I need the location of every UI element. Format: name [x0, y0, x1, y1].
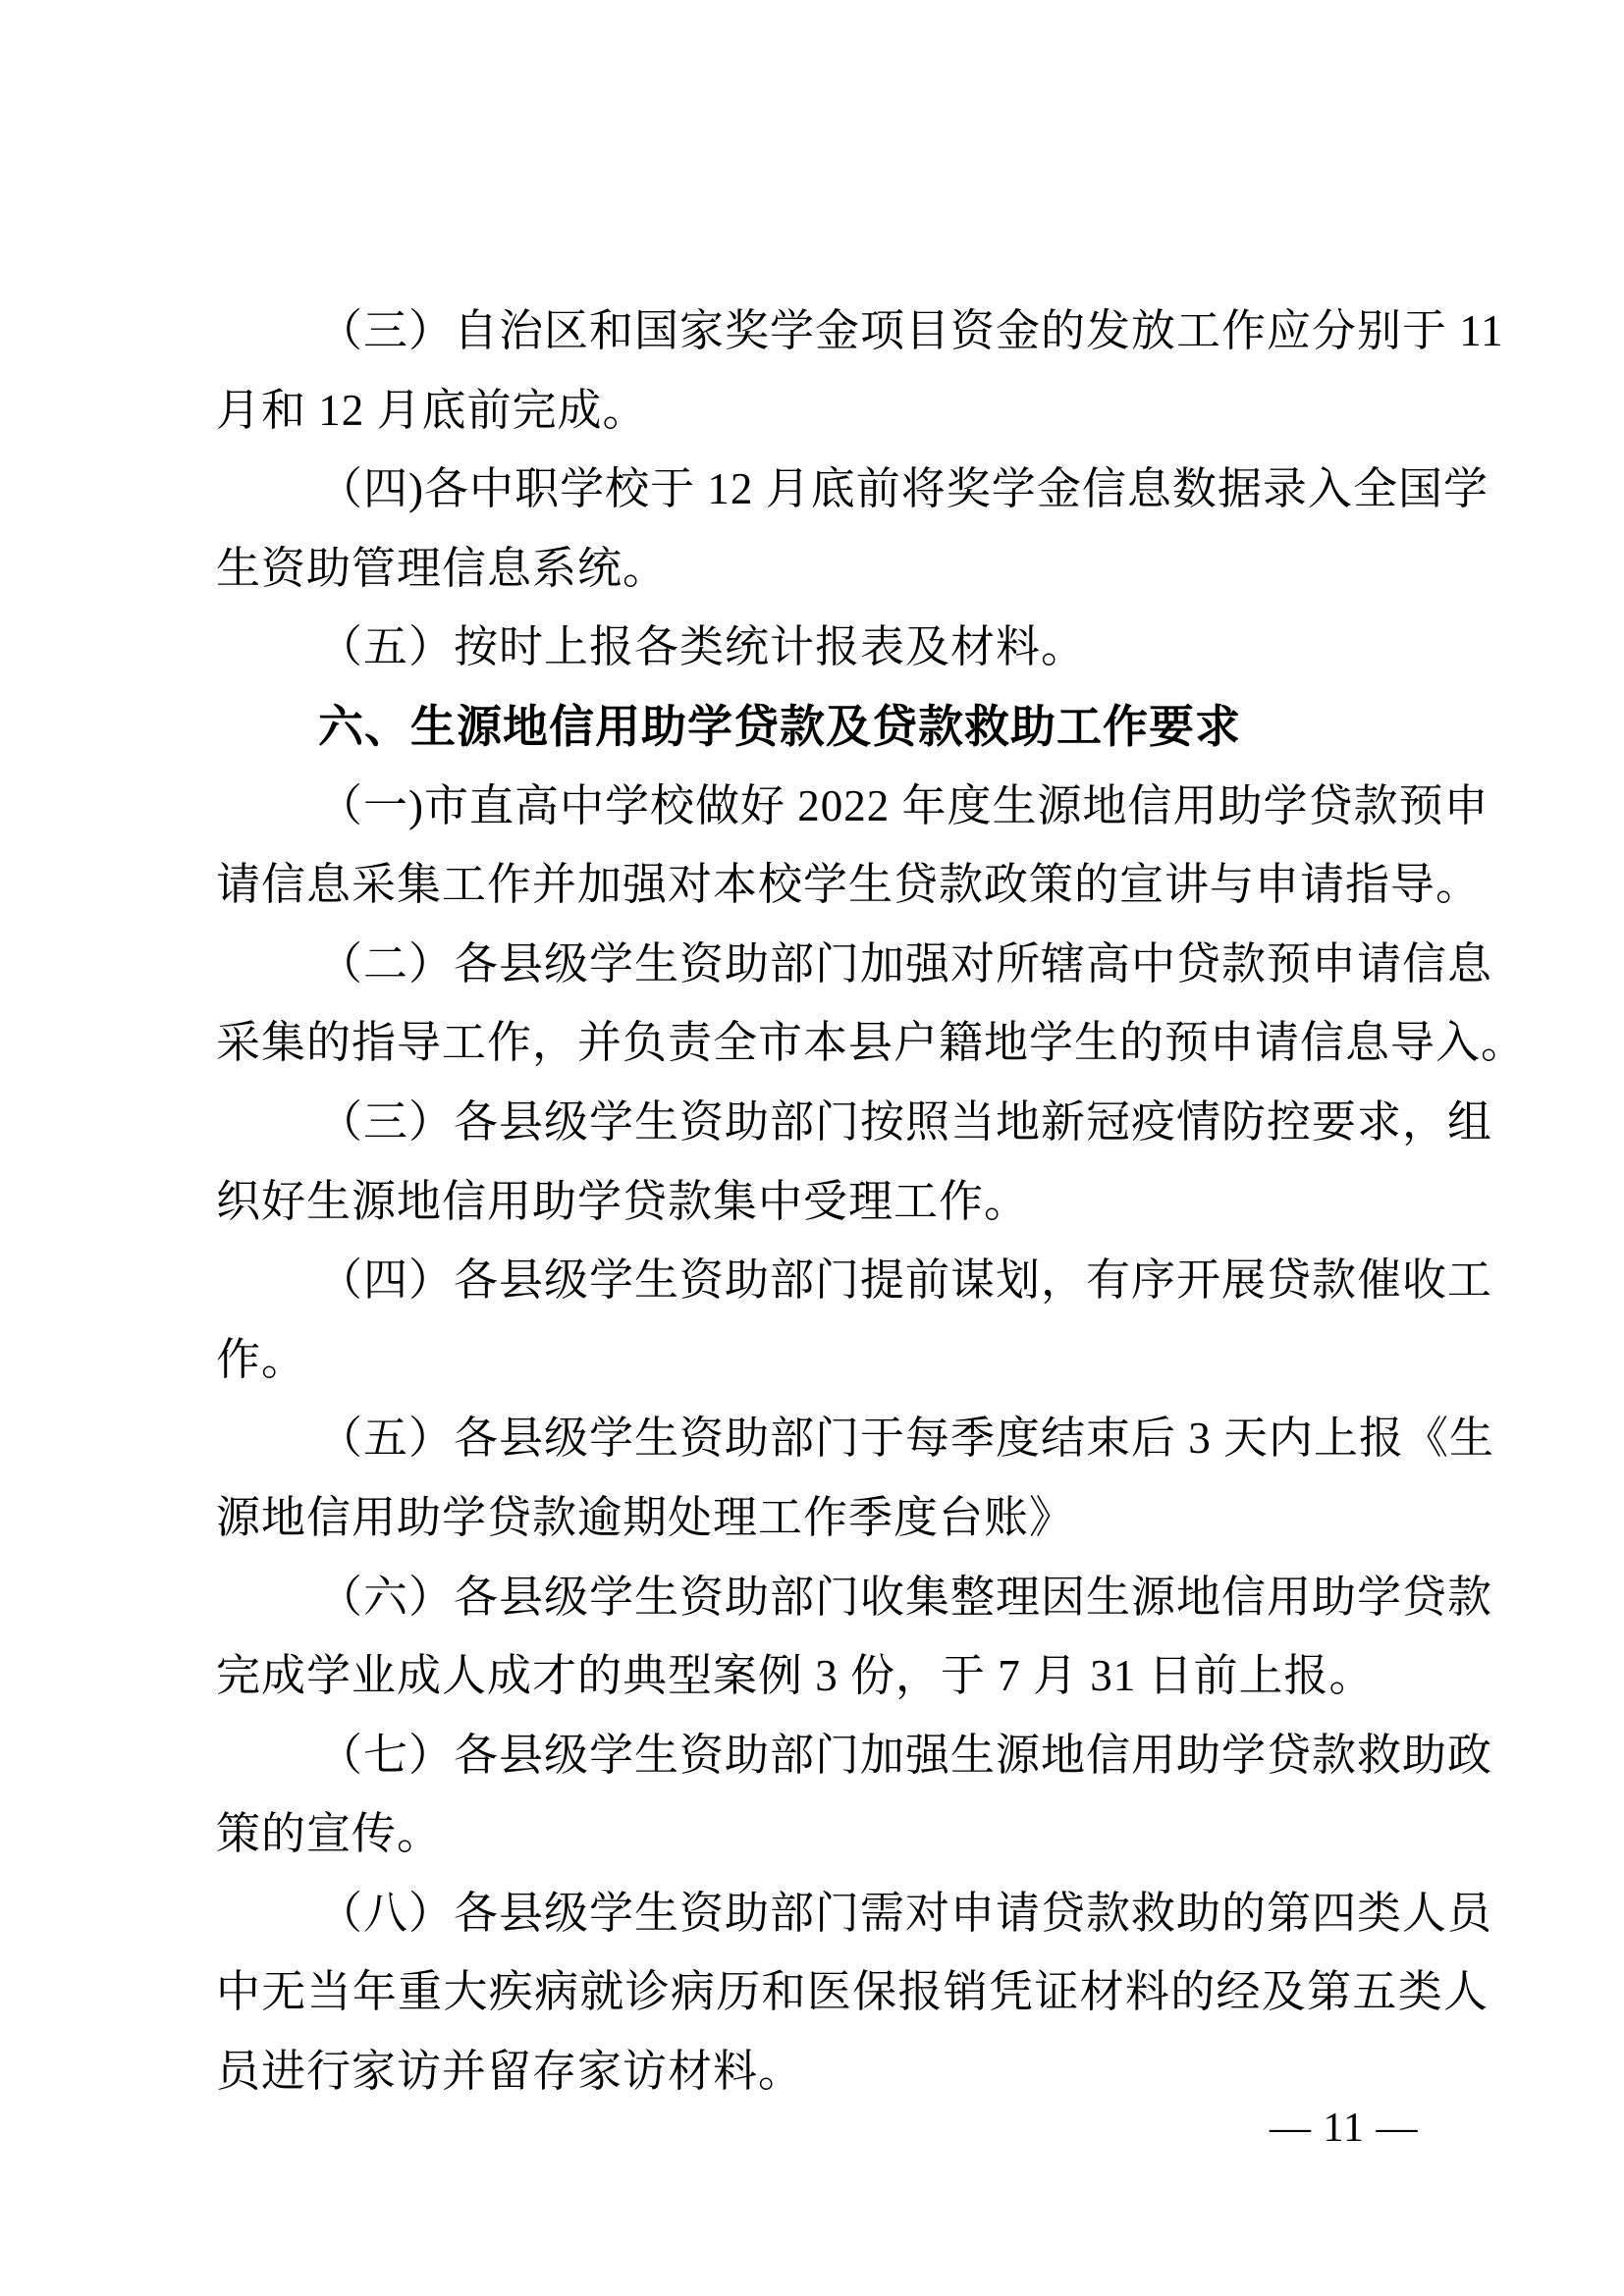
text-line: 源地信用助学贷款逾期处理工作季度台账》 — [216, 1492, 1075, 1542]
text-line: （四)各中职学校于 12 月底前将奖学金信息数据录入全国学 — [318, 464, 1489, 514]
text-line: 请信息采集工作并加强对本校学生贷款政策的宣讲与申请指导。 — [216, 860, 1482, 910]
text-line: 中无当年重大疾病就诊病历和医保报销凭证材料的经及第五类人 — [216, 1967, 1489, 2017]
text-line: 生资助管理信息系统。 — [216, 543, 669, 593]
text-line: （七）各县级学生资助部门加强生源地信用助学贷款救助政 — [318, 1730, 1493, 1780]
text-block — [216, 292, 1527, 2111]
text-line: （六）各县级学生资助部门收集整理因生源地信用助学贷款 — [318, 1572, 1493, 1622]
text-line: （三）各县级学生资助部门按照当地新冠疫情防控要求，组 — [318, 1096, 1493, 1147]
text-line: 织好生源地信用助学贷款集中受理工作。 — [216, 1176, 1030, 1226]
text-line: （二）各县级学生资助部门加强对所辖高中贷款预申请信息 — [318, 938, 1493, 988]
text-line: （三）自治区和国家奖学金项目资金的发放工作应分别于 11 — [318, 306, 1504, 355]
text-line: 完成学业成人成才的典型案例 3 份，于 7 月 31 日前上报。 — [216, 1651, 1375, 1701]
text-line: （五）按时上报各类统计报表及材料。 — [318, 622, 1087, 672]
text-line: （五）各县级学生资助部门于每季度结束后 3 天内上报《生 — [318, 1414, 1495, 1464]
text-line: （一)市直高中学校做好 2022 年度生源地信用助学贷款预申 — [318, 780, 1489, 830]
page-number: — 11 — — [1270, 2106, 1419, 2151]
text-line: （四）各县级学生资助部门提前谋划，有序开展贷款催收工 — [318, 1255, 1493, 1306]
text-line: 月和 12 月底前完成。 — [216, 385, 648, 435]
text-line: 采集的指导工作，并负责全市本县户籍地学生的预申请信息导入。 — [216, 1018, 1527, 1068]
text-line: 员进行家访并留存家访材料。 — [216, 2047, 804, 2097]
text-line: 策的宣传。 — [216, 1809, 443, 1859]
section-heading: 六、生源地信用助学贷款及贷款救助工作要求 — [318, 700, 1241, 752]
text-line: （八）各县级学生资助部门需对申请贷款救助的第四类人员 — [318, 1888, 1493, 1938]
text-line: 作。 — [216, 1334, 307, 1384]
